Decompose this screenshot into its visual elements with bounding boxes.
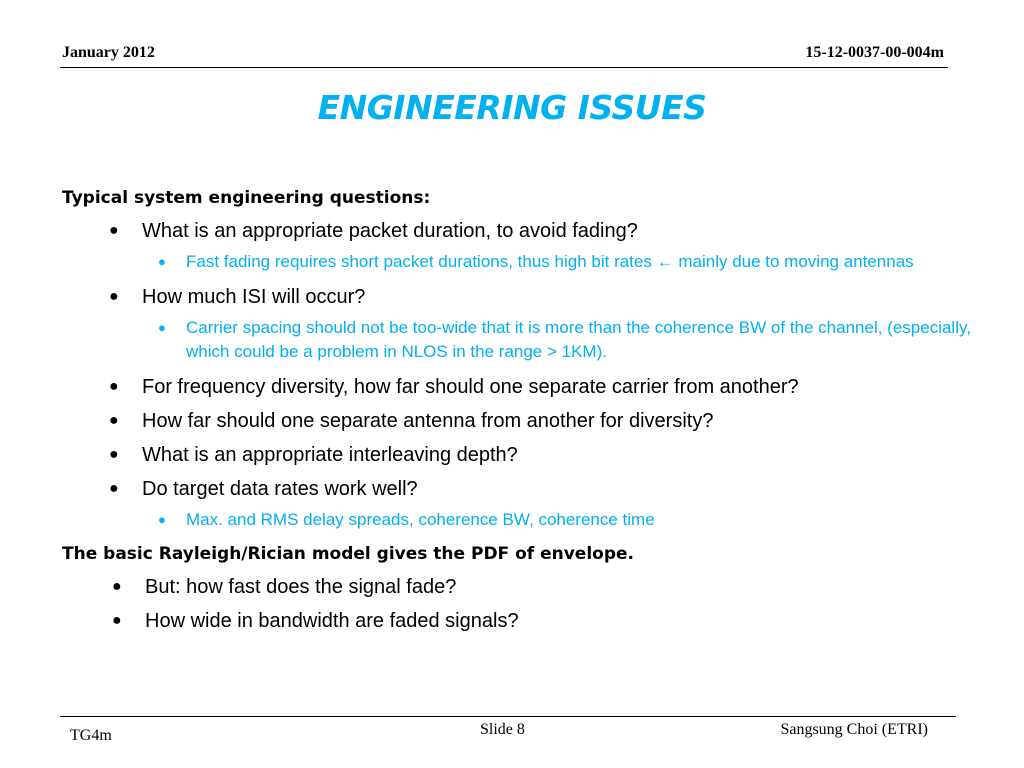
bullet-icon: ● — [112, 578, 122, 595]
section-heading-1: Typical system engineering questions: — [62, 188, 431, 208]
sub-item-text-continued: mainly due to moving antennas — [678, 252, 914, 271]
bullet-icon: ● — [109, 222, 119, 239]
header-rule — [60, 67, 948, 68]
bullet-icon: ● — [109, 446, 119, 463]
sub-list-item — [62, 250, 972, 274]
list-item-text: What is an appropriate packet duration, to avoid fading? — [142, 220, 638, 242]
bullet-icon: ● — [158, 320, 166, 335]
list-item-text: But: how fast does the signal fade? — [145, 576, 457, 598]
header-date: January 2012 — [62, 44, 155, 61]
list-item — [62, 438, 972, 472]
bullet-icon: ● — [112, 612, 122, 629]
list-item-text: How wide in bandwidth are faded signals? — [145, 610, 519, 632]
bullet-icon: ● — [109, 412, 119, 429]
list-item-text: What is an appropriate interleaving depth? — [142, 444, 518, 466]
list-item — [62, 280, 972, 314]
list-item — [62, 570, 972, 604]
sub-item-text: Max. and RMS delay spreads, coherence BW, coherence time — [186, 510, 655, 529]
left-arrow-icon: ← — [656, 252, 674, 271]
slide-number: Slide 8 — [480, 721, 525, 738]
list-item — [62, 472, 972, 506]
bullet-icon: ● — [109, 378, 119, 395]
list-item — [62, 404, 972, 438]
section-heading-2: The basic Rayleigh/Rician model gives the PDF of envelope. — [62, 544, 634, 564]
slide-content — [62, 182, 972, 638]
slide-title: ENGINEERING ISSUES — [317, 88, 707, 127]
bullet-icon: ● — [158, 512, 166, 527]
bullet-icon: ● — [158, 254, 166, 269]
list-item-text: How much ISI will occur? — [142, 286, 366, 308]
list-item — [62, 604, 972, 638]
sub-list-item — [62, 316, 972, 364]
bullet-icon: ● — [109, 288, 119, 305]
header-doc-id: 15-12-0037-00-004m — [805, 44, 944, 61]
list-item — [62, 370, 972, 404]
footer-author: Sangsung Choi (ETRI) — [780, 721, 928, 738]
list-item-text: Do target data rates work well? — [142, 478, 418, 500]
list-item — [62, 214, 972, 248]
bullet-icon: ● — [109, 480, 119, 497]
list-item-text: For frequency diversity, how far should one separate carrier from another? — [142, 376, 799, 398]
footer-group-label: TG4m — [70, 727, 112, 744]
footer-rule — [60, 716, 956, 717]
sub-item-text: Fast fading requires short packet durations, thus high bit rates — [186, 252, 652, 271]
list-item-text: How far should one separate antenna from another for diversity? — [142, 410, 714, 432]
sub-item-text: Carrier spacing should not be too-wide that it is more than the coherence BW of the channel, (especially, which could be a problem in NLOS in the range > 1KM). — [186, 318, 971, 361]
sub-list-item — [62, 508, 972, 532]
